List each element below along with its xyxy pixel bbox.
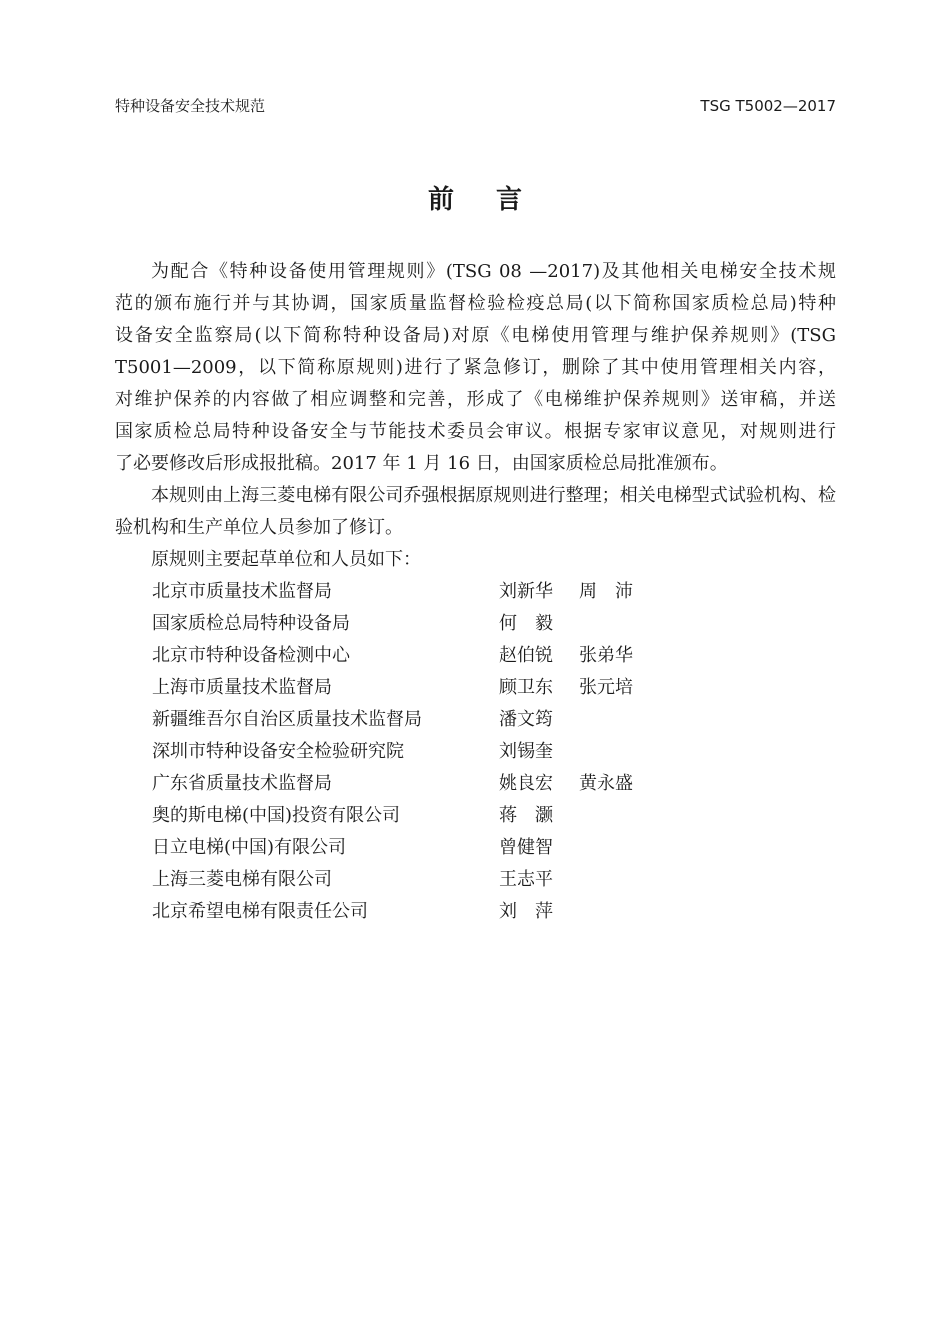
drafter-name: 姚良宏 [499,773,553,794]
drafter-organization: 上海三菱电梯有限公司 [152,869,332,890]
paragraph-1-line: 了必要修改后形成报批稿。2017 年 1 月 16 日，由国家质检总局批准颁布。 [115,453,728,474]
list-item [152,800,752,832]
drafter-organization: 新疆维吾尔自治区质量技术监督局 [152,709,422,730]
list-item [152,832,752,864]
drafter-name: 刘 萍 [499,901,553,922]
drafter-organization: 北京市质量技术监督局 [152,581,332,602]
drafter-name: 赵伯锐 [499,645,553,666]
paragraph-2: 本规则由上海三菱电梯有限公司乔强根据原规则进行整理；相关电梯型式试验机构、检验机构和生产单位人员参加了修订。 [115,485,836,538]
paragraph-1 [115,256,836,480]
drafter-organization: 深圳市特种设备安全检验研究院 [152,741,404,762]
drafter-organization: 日立电梯(中国)有限公司 [152,837,347,858]
list-item [152,640,752,672]
paragraph-1-line: 对维护保养的内容做了相应调整和完善，形成了《电梯维护保养规则》送审稿，并送 [115,389,836,410]
drafter-name: 蒋 灏 [499,805,553,826]
drafter-organization: 北京市特种设备检测中心 [152,645,350,666]
running-header-code: TSG T5002—2017 [700,97,836,115]
drafter-name: 曾健智 [499,837,553,858]
drafter-organization: 北京希望电梯有限责任公司 [152,901,368,922]
drafter-name: 黄永盛 [579,773,633,794]
drafter-list [152,576,752,928]
paragraph-1-line: T5001—2009，以下简称原规则)进行了紧急修订，删除了其中使用管理相关内容， [115,357,836,378]
page-title: 前言 [427,185,564,215]
drafter-name: 刘新华 [499,581,553,602]
paragraph-1-line: 国家质检总局特种设备安全与节能技术委员会审议。根据专家审议意见，对规则进行 [115,421,836,442]
list-item [152,736,752,768]
list-item [152,576,752,608]
paragraph-1-line: 设备安全监察局(以下简称特种设备局)对原《电梯使用管理与维护保养规则》(TSG [115,325,836,346]
drafter-organization: 广东省质量技术监督局 [152,773,332,794]
paragraph-1-line: 范的颁布施行并与其协调，国家质量监督检验检疫总局(以下简称国家质检总局)特种 [115,293,836,314]
list-item [152,704,752,736]
drafter-name: 王志平 [499,869,553,890]
drafter-name: 潘文筠 [499,709,553,730]
list-item [152,864,752,896]
drafter-name: 张弟华 [579,645,633,666]
paragraph-3: 原规则主要起草单位和人员如下： [151,549,421,570]
drafter-organization: 奥的斯电梯(中国)投资有限公司 [152,805,401,826]
list-item [152,896,752,928]
drafter-name: 张元培 [579,677,633,698]
drafter-name: 顾卫东 [499,677,553,698]
drafter-organization: 国家质检总局特种设备局 [152,613,350,634]
drafter-name: 周 沛 [579,581,633,602]
list-item [152,672,752,704]
running-header-title: 特种设备安全技术规范 [115,97,266,115]
list-item [152,768,752,800]
drafter-name: 何 毅 [499,613,553,634]
drafter-name: 刘锡奎 [499,741,553,762]
drafter-organization: 上海市质量技术监督局 [152,677,332,698]
list-item [152,608,752,640]
paragraph-1-line: 为配合《特种设备使用管理规则》(TSG 08 —2017)及其他相关电梯安全技术规 [151,261,836,282]
